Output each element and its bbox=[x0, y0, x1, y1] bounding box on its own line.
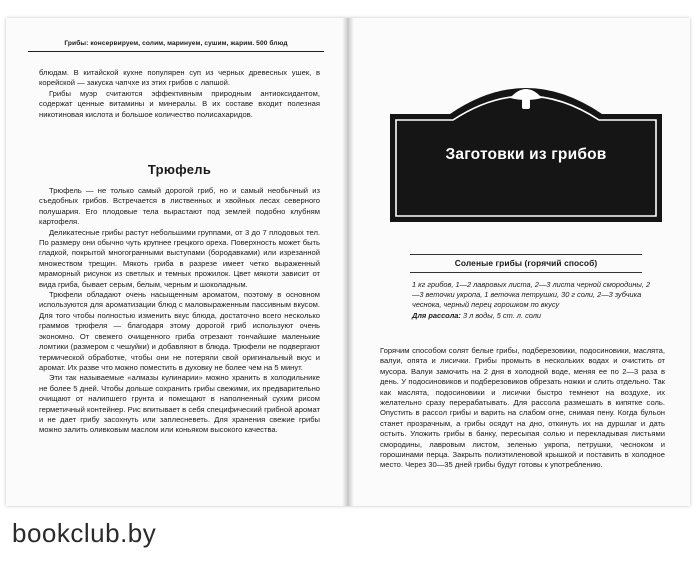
chapter-banner bbox=[390, 62, 662, 222]
recipe-title-rule-top bbox=[410, 254, 642, 255]
running-head-rule bbox=[28, 51, 324, 52]
intro-text bbox=[39, 68, 320, 120]
intro-paragraph-2: Грибы муэр считаются эффективным природным антиоксидантом, содержат ценные витамины и минералы. В их составе входит полезная никотиновая кислота и большое количество полисахаридов. bbox=[39, 88, 320, 119]
brine-label: Для рассола: bbox=[412, 310, 461, 320]
truffle-text bbox=[39, 186, 320, 436]
section-title: Трюфель bbox=[147, 162, 212, 177]
truffle-paragraph-1: Трюфель — не только самый дорогой гриб, но и самый необычный из съедобных грибов. Встречается в лиственных и хвойных лесах северного полушария. Его плодовые тела вырастают под землей подобно клубням картофеля. bbox=[39, 186, 320, 227]
truffle-paragraph-3: Трюфели обладают очень насыщенным ароматом, поэтому в основном используются для ароматизации блюд с маловыраженным пассивным вкусом. Для того чтобы полностью изменить вкус блюда, достаточно всего несколько граммов трюфеля — благодаря этому дорогой гриб используют очень экономно. От свежего очищенного гриба отрезают тончайшие маленькие ломтики (размером с чешуйки) и добавляют в блюда. Трюфели не подвергают термической обработке, чтобы они не потеряли свой оригинальный вкус и аромат. Их разве что можно поместить в духовку не более чем на 5 минут. bbox=[39, 290, 320, 372]
left-page bbox=[6, 18, 346, 506]
truffle-paragraph-4: Эти так называемые «алмазы кулинарии» можно хранить в холодильнике не более 5 дней. Чтобы дольше сохранить грибы свежими, их предварительно очищают от налипшего грунта и помещают в наполненный сухим рисом герметичный контейнер. Рис впитывает в себя специфический грибной аромат и не дает грибу засохнуть или заплесневеть. Для хранения свежие грибы можно залить оливковым маслом или коньяком высокого качества. bbox=[39, 373, 320, 435]
recipe-method bbox=[380, 346, 665, 471]
intro-paragraph-1: блюдам. В китайской кухне популярен суп из черных древесных ушек, в корейской — закуска чапчхе из этих грибов с лапшой. bbox=[39, 68, 320, 88]
ingredients-text: 1 кг грибов, 1—2 лавровых листа, 2—3 листа черной смородины, 2—3 веточки укропа, 1 веточка петрушки, 30 г соли, 2—3 зубчика чеснока, черный перец горошком по вкусу bbox=[412, 280, 651, 310]
recipe-title-rule-bottom bbox=[410, 272, 642, 273]
chapter-title: Заготовки из грибов bbox=[445, 146, 607, 163]
running-head: Грибы: консервируем, солим, маринуем, сушим, жарим. 500 блюд bbox=[64, 40, 288, 47]
brine-line bbox=[412, 311, 652, 321]
ingredients-list bbox=[412, 280, 652, 321]
brine-text: 3 л воды, 5 ст. л. соли bbox=[462, 310, 541, 320]
method-paragraph: Горячим способом солят белые грибы, подберезовики, подосиновики, маслята, валуи, опята и лисички. Грибы промыть в нескольких водах и очистить от мусора. Валуи замочить на 2 дня в холодной воде, меняя ее по 2—3 раза в день. У подосиновиков и подберезовиков обрезать ножки и слить отдельно. Так как маслята, подосиновики и лисички быстро темнеют на воздухе, их желательно сразу перерабатывать. Для рассола размешать в кипятке соль. Опустить в рассол грибы и варить на слабом огне, снимая пену. Когда бульон станет прозрачным, а грибы осядут на дно, откинуть их на дуршлаг и дать остыть. Уложить грибы в банку, пересыпая солью и перекладывая листьями смородины, лавровым листом, зеленью укропа, петрушки, чесноком и горошинами перца. Закрыть полиэтиленовой крышкой и поставить в холодное место. Через 30—35 дней грибы будут готовы к употреблению. bbox=[380, 346, 665, 470]
watermark: bookclub.by bbox=[12, 518, 157, 548]
truffle-paragraph-2: Деликатесные грибы растут небольшими группами, от 3 до 7 плодовых тел. По размеру они обычно чуть крупнее грецкого ореха. Поверхность может быть гладкой, покрытой многогранными выступами (бородавками) или изрезанной множеством трещин. Мякоть гриба в разрезе имеет четко выраженный мраморный рисунок из светлых и темных прожилок. Цвет мякоти зависит от вида гриба, бывает серым, белым, черным и шоколадным. bbox=[39, 227, 320, 289]
banner-shape bbox=[390, 62, 662, 222]
book-spread bbox=[6, 18, 690, 506]
recipe-title: Соленые грибы (горячий способ) bbox=[454, 258, 598, 268]
right-page bbox=[350, 18, 690, 506]
